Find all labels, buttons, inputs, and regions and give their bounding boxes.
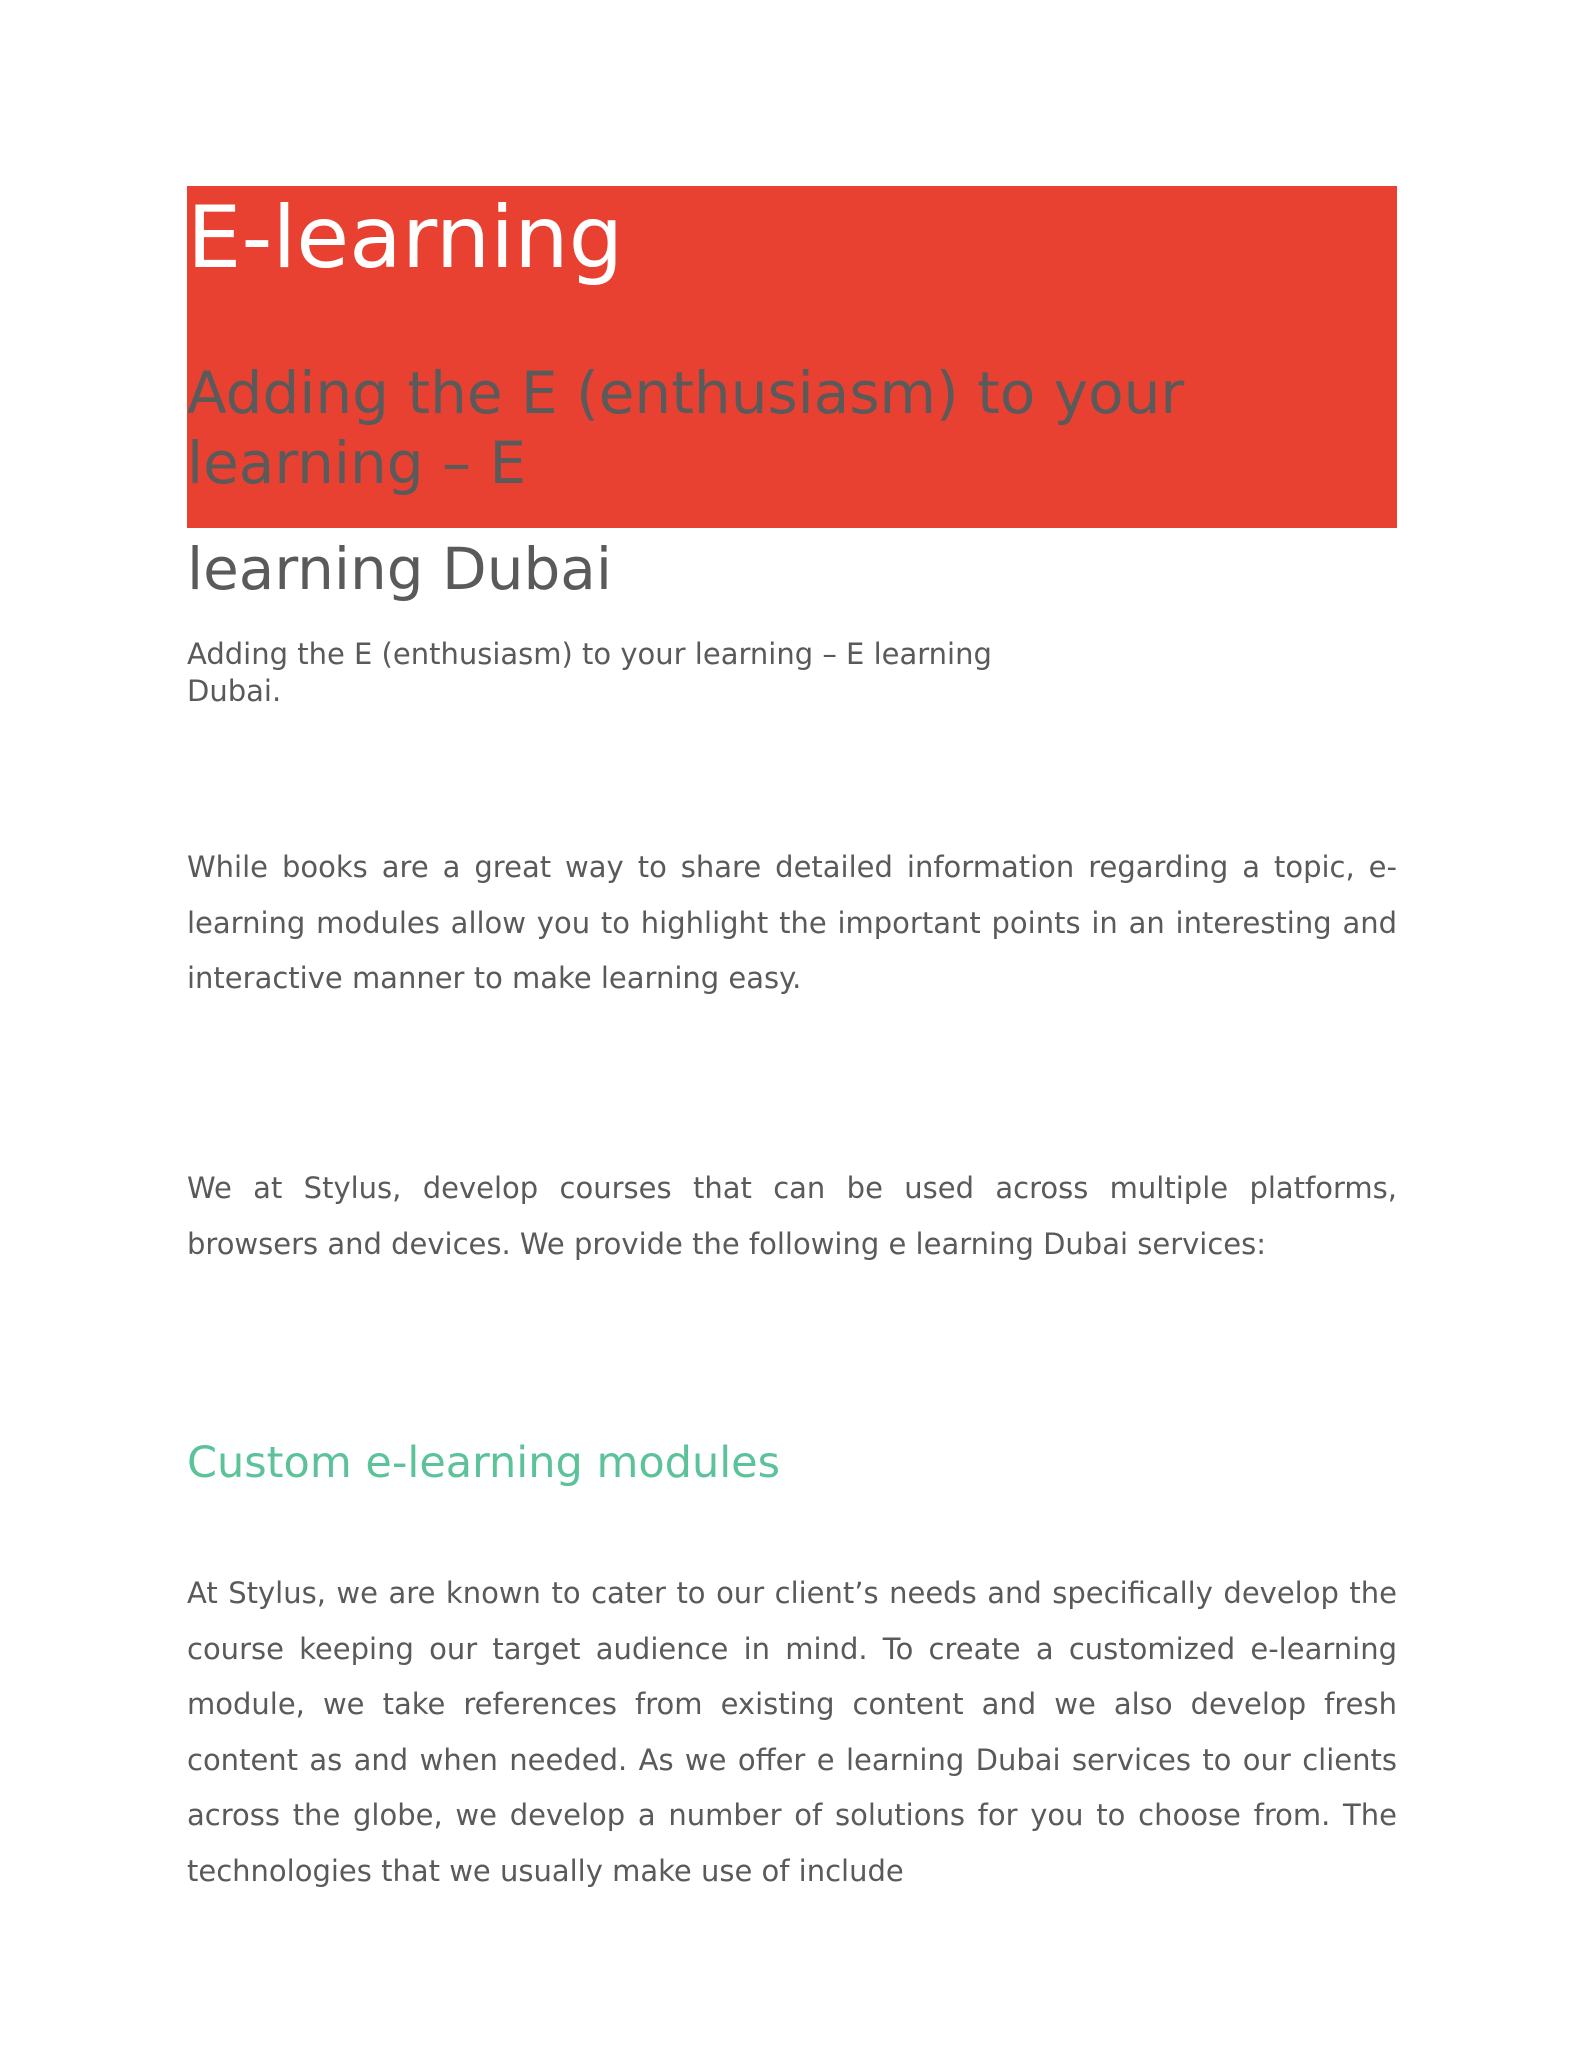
page-title: E-learning <box>187 188 624 288</box>
intro-paragraph: While books are a great way to share detailed information regarding a topic, e-learning modules allow you to highlight the important points in an interesting and interactive manner to make learning easy. <box>187 850 1397 995</box>
page-subtitle-continued: learning Dubai <box>187 535 612 603</box>
page-subtitle: Adding the E (enthusiasm) to your learning – E <box>187 359 1185 497</box>
services-paragraph: We at Stylus, develop courses that can be used across multiple platforms, browsers and devices. We provide the following e learning Dubai services: <box>187 1171 1397 1261</box>
hero-banner <box>187 186 1397 528</box>
section-body: At Stylus, we are known to cater to our client’s needs and specifically develop the course keeping our target audience in mind. To create a customized e-learning module, we take references from existing content and we also develop fresh content as and when needed. As we offer e learning Dubai services to our clients across the globe, we develop a number of solutions for you to choose from. The technologies that we usually make use of include <box>187 1576 1397 1888</box>
section-heading: Custom e-learning modules <box>187 1438 781 1488</box>
tagline: Adding the E (enthusiasm) to your learning – E learning Dubai. <box>187 637 992 708</box>
